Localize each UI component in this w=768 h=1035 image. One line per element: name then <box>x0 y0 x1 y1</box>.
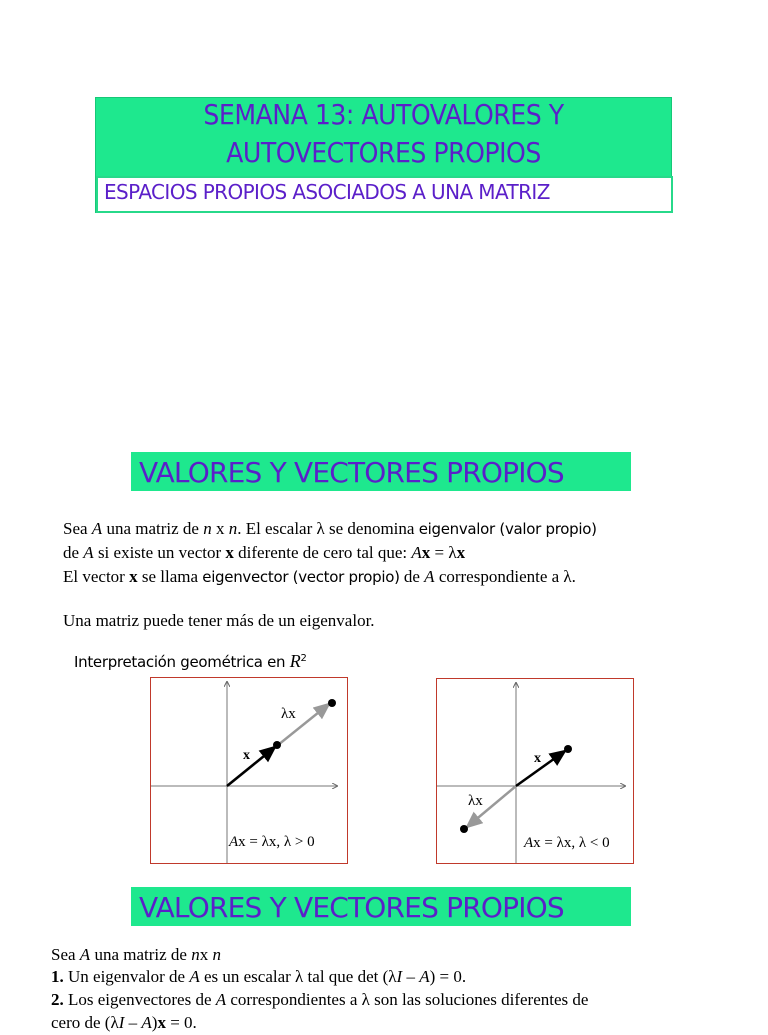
fig1-caption: Ax = λx, λ > 0 <box>229 834 315 850</box>
section2-line-4: cero de (λI – A)x = 0. <box>51 1013 197 1032</box>
fig2-label-lambda-x: λx <box>468 793 483 809</box>
lambda-x-point <box>460 825 468 833</box>
section1-heading: VALORES Y VECTORES PROPIOS <box>131 452 631 491</box>
x-vector <box>227 747 275 786</box>
section2-line-1: Sea A una matriz de nx n <box>51 945 221 964</box>
section2-line-2: 1. Un eigenvalor de A es un escalar λ tal que det (λI – A) = 0. <box>51 967 467 986</box>
title-line-1: SEMANA 13: AUTOVALORES Y <box>203 98 564 131</box>
subtitle: ESPACIOS PROPIOS ASOCIADOS A UNA MATRIZ <box>104 180 550 204</box>
section2-heading: VALORES Y VECTORES PROPIOS <box>131 887 631 926</box>
fig2-label-x: x <box>534 751 541 766</box>
x-point <box>273 741 281 749</box>
title-line-2: AUTOVECTORES PROPIOS <box>226 136 541 169</box>
section1-line-3: El vector x se llama eigenvector (vector propio) de A correspondiente a λ. <box>63 567 576 586</box>
figure-negative-lambda <box>436 678 634 864</box>
fig2-caption: Ax = λx, λ < 0 <box>524 835 610 851</box>
lambda-x-point <box>328 699 336 707</box>
eigenvalor-term: eigenvalor (valor propio) <box>418 520 597 538</box>
section2-line-3: 2. Los eigenvectores de A correspondientes a λ son las soluciones diferentes de <box>51 990 589 1009</box>
subtitle-box <box>96 176 673 213</box>
fig1-label-x: x <box>243 748 250 763</box>
eigenvector-term: eigenvector (vector propio) <box>202 568 400 586</box>
section1-line-4: Una matriz puede tener más de un eigenvalor. <box>63 611 375 630</box>
section1-line-2: de A si existe un vector x diferente de cero tal que: Ax = λx <box>63 543 466 562</box>
section1-line-1: Sea A una matriz de n x n. El escalar λ se denomina eigenvalor (valor propio) <box>63 519 597 538</box>
fig1-label-lambda-x: λx <box>281 706 296 722</box>
figure-positive-lambda <box>150 677 348 864</box>
geometric-interpretation-label: Interpretación geométrica en $R^2$ <box>74 651 307 671</box>
x-point <box>564 745 572 753</box>
